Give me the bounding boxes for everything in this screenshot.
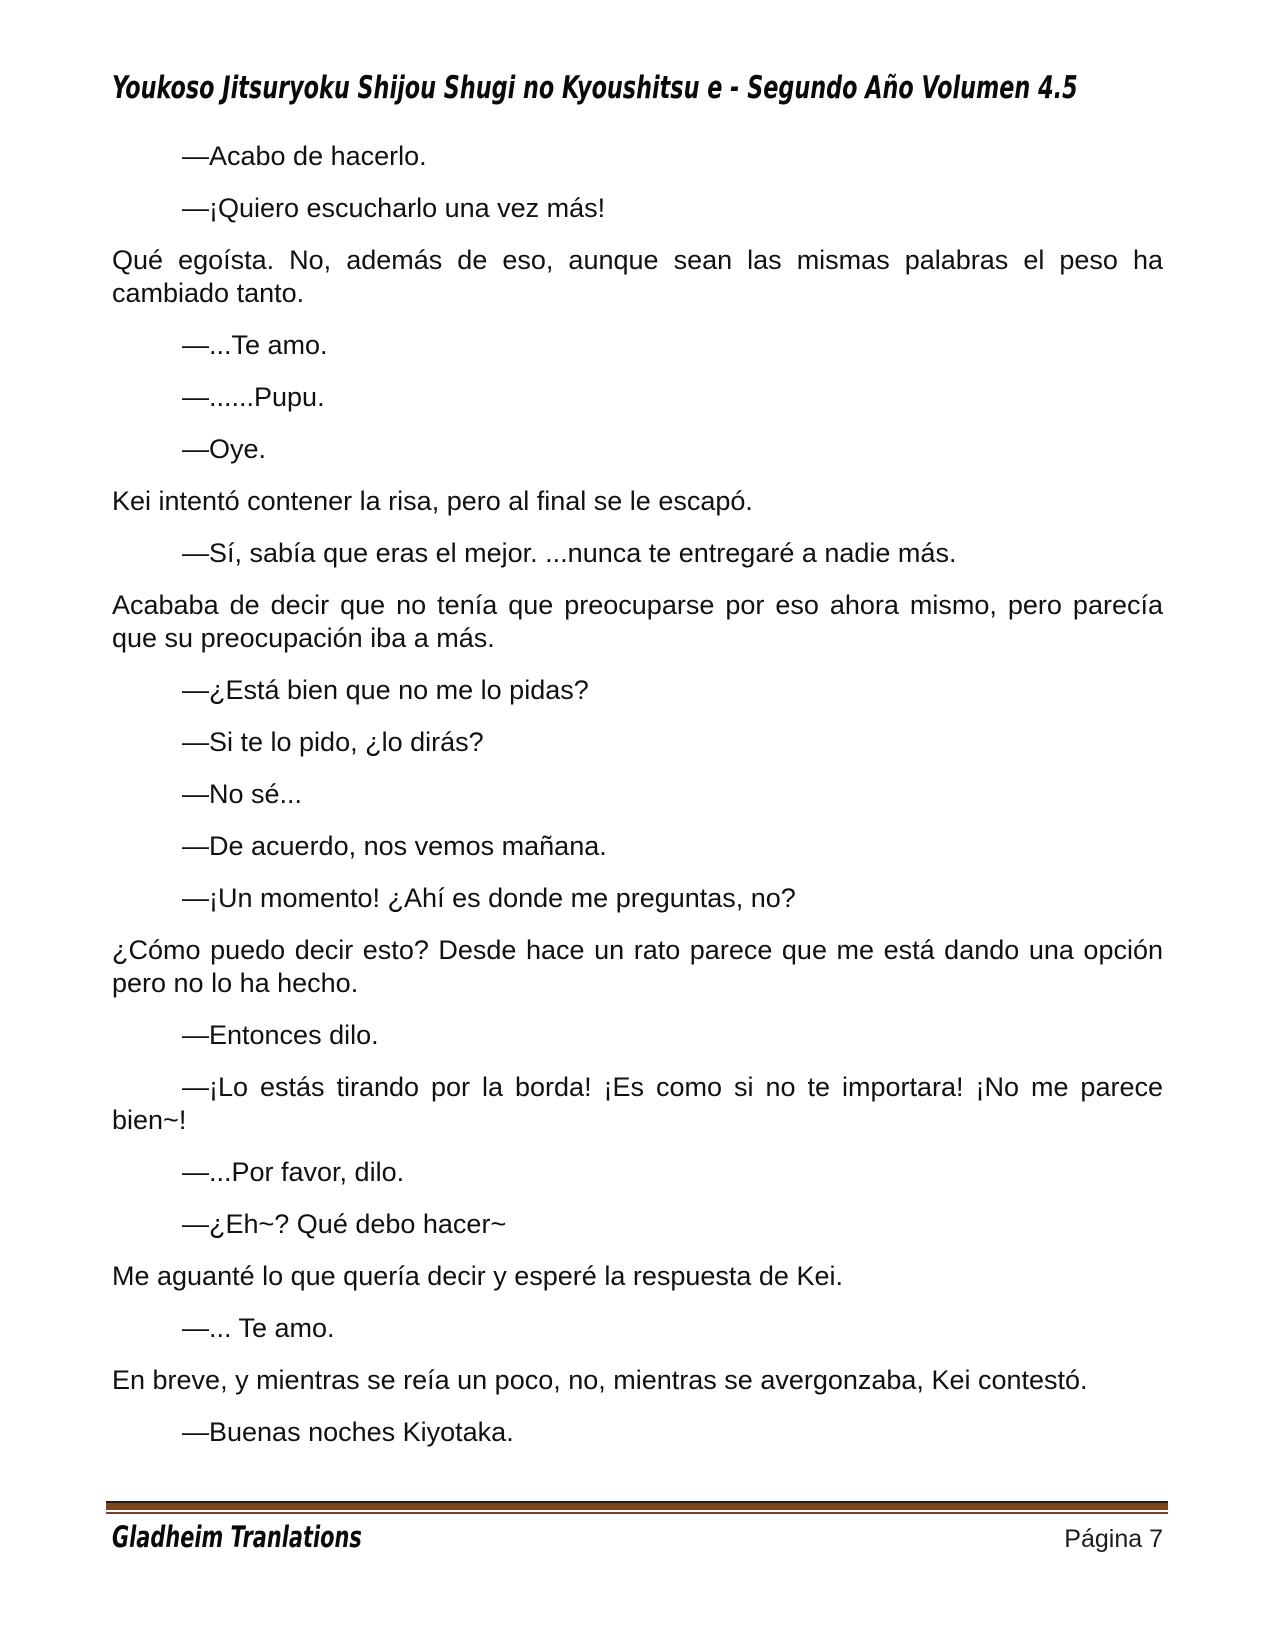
dialogue-line: —¿Está bien que no me lo pidas? xyxy=(182,675,589,705)
page-number-value: 7 xyxy=(1149,1525,1163,1553)
dialogue-line: —¡Lo estás tirando por la borda! ¡Es como si no te importara! ¡No me parece bien~! xyxy=(112,1072,1163,1135)
document-body xyxy=(112,140,1163,1468)
dialogue-line: —...Te amo. xyxy=(182,330,328,360)
translator-credit: Gladheim Tranlations xyxy=(112,1520,362,1554)
dialogue-line: —...Por favor, dilo. xyxy=(182,1157,405,1187)
narration-paragraph: Kei intentó contener la risa, pero al final se le escapó. xyxy=(112,486,753,516)
dialogue-line: —......Pupu. xyxy=(182,382,325,412)
page-number xyxy=(1064,1525,1163,1554)
page-number-label: Página xyxy=(1064,1525,1143,1553)
dialogue-line: —¡Un momento! ¿Ahí es donde me preguntas, no? xyxy=(182,883,796,913)
dialogue-line: —De acuerdo, nos vemos mañana. xyxy=(182,831,607,861)
dialogue-line: —¡Quiero escucharlo una vez más! xyxy=(182,193,606,223)
dialogue-line: —Si te lo pido, ¿lo dirás? xyxy=(182,727,484,757)
narration-paragraph: ¿Cómo puedo decir esto? Desde hace un rato parece que me está dando una opción pero no lo ha hecho. xyxy=(112,935,1163,998)
dialogue-line: —... Te amo. xyxy=(182,1313,335,1343)
dialogue-line: —Acabo de hacerlo. xyxy=(182,141,427,171)
dialogue-line: —¿Eh~? Qué debo hacer~ xyxy=(182,1209,507,1239)
page-footer xyxy=(112,1520,1163,1554)
narration-paragraph: En breve, y mientras se reía un poco, no, mientras se avergonzaba, Kei contestó. xyxy=(112,1365,1088,1395)
dialogue-line: —No sé... xyxy=(182,779,303,809)
dialogue-line: —Oye. xyxy=(182,434,267,464)
document-title: Youkoso Jitsuryoku Shijou Shugi no Kyoushitsu e - Segundo Año Volumen 4.5 xyxy=(112,70,1078,106)
dialogue-line: —Sí, sabía que eras el mejor. ...nunca te entregaré a nadie más. xyxy=(182,538,957,568)
narration-paragraph: Acababa de decir que no tenía que preocuparse por eso ahora mismo, pero parecía que su preocupación iba a más. xyxy=(112,590,1163,653)
dialogue-line: —Buenas noches Kiyotaka. xyxy=(182,1417,514,1447)
footer-rule xyxy=(106,1501,1168,1514)
narration-paragraph: Qué egoísta. No, además de eso, aunque sean las mismas palabras el peso ha cambiado tanto. xyxy=(112,245,1163,308)
dialogue-line: —Entonces dilo. xyxy=(182,1020,379,1050)
footer-rule-thick-bar xyxy=(106,1503,1168,1510)
narration-paragraph: Me aguanté lo que quería decir y esperé la respuesta de Kei. xyxy=(112,1261,843,1291)
page-header xyxy=(112,70,1163,110)
footer-rule-thin-line xyxy=(106,1512,1168,1514)
